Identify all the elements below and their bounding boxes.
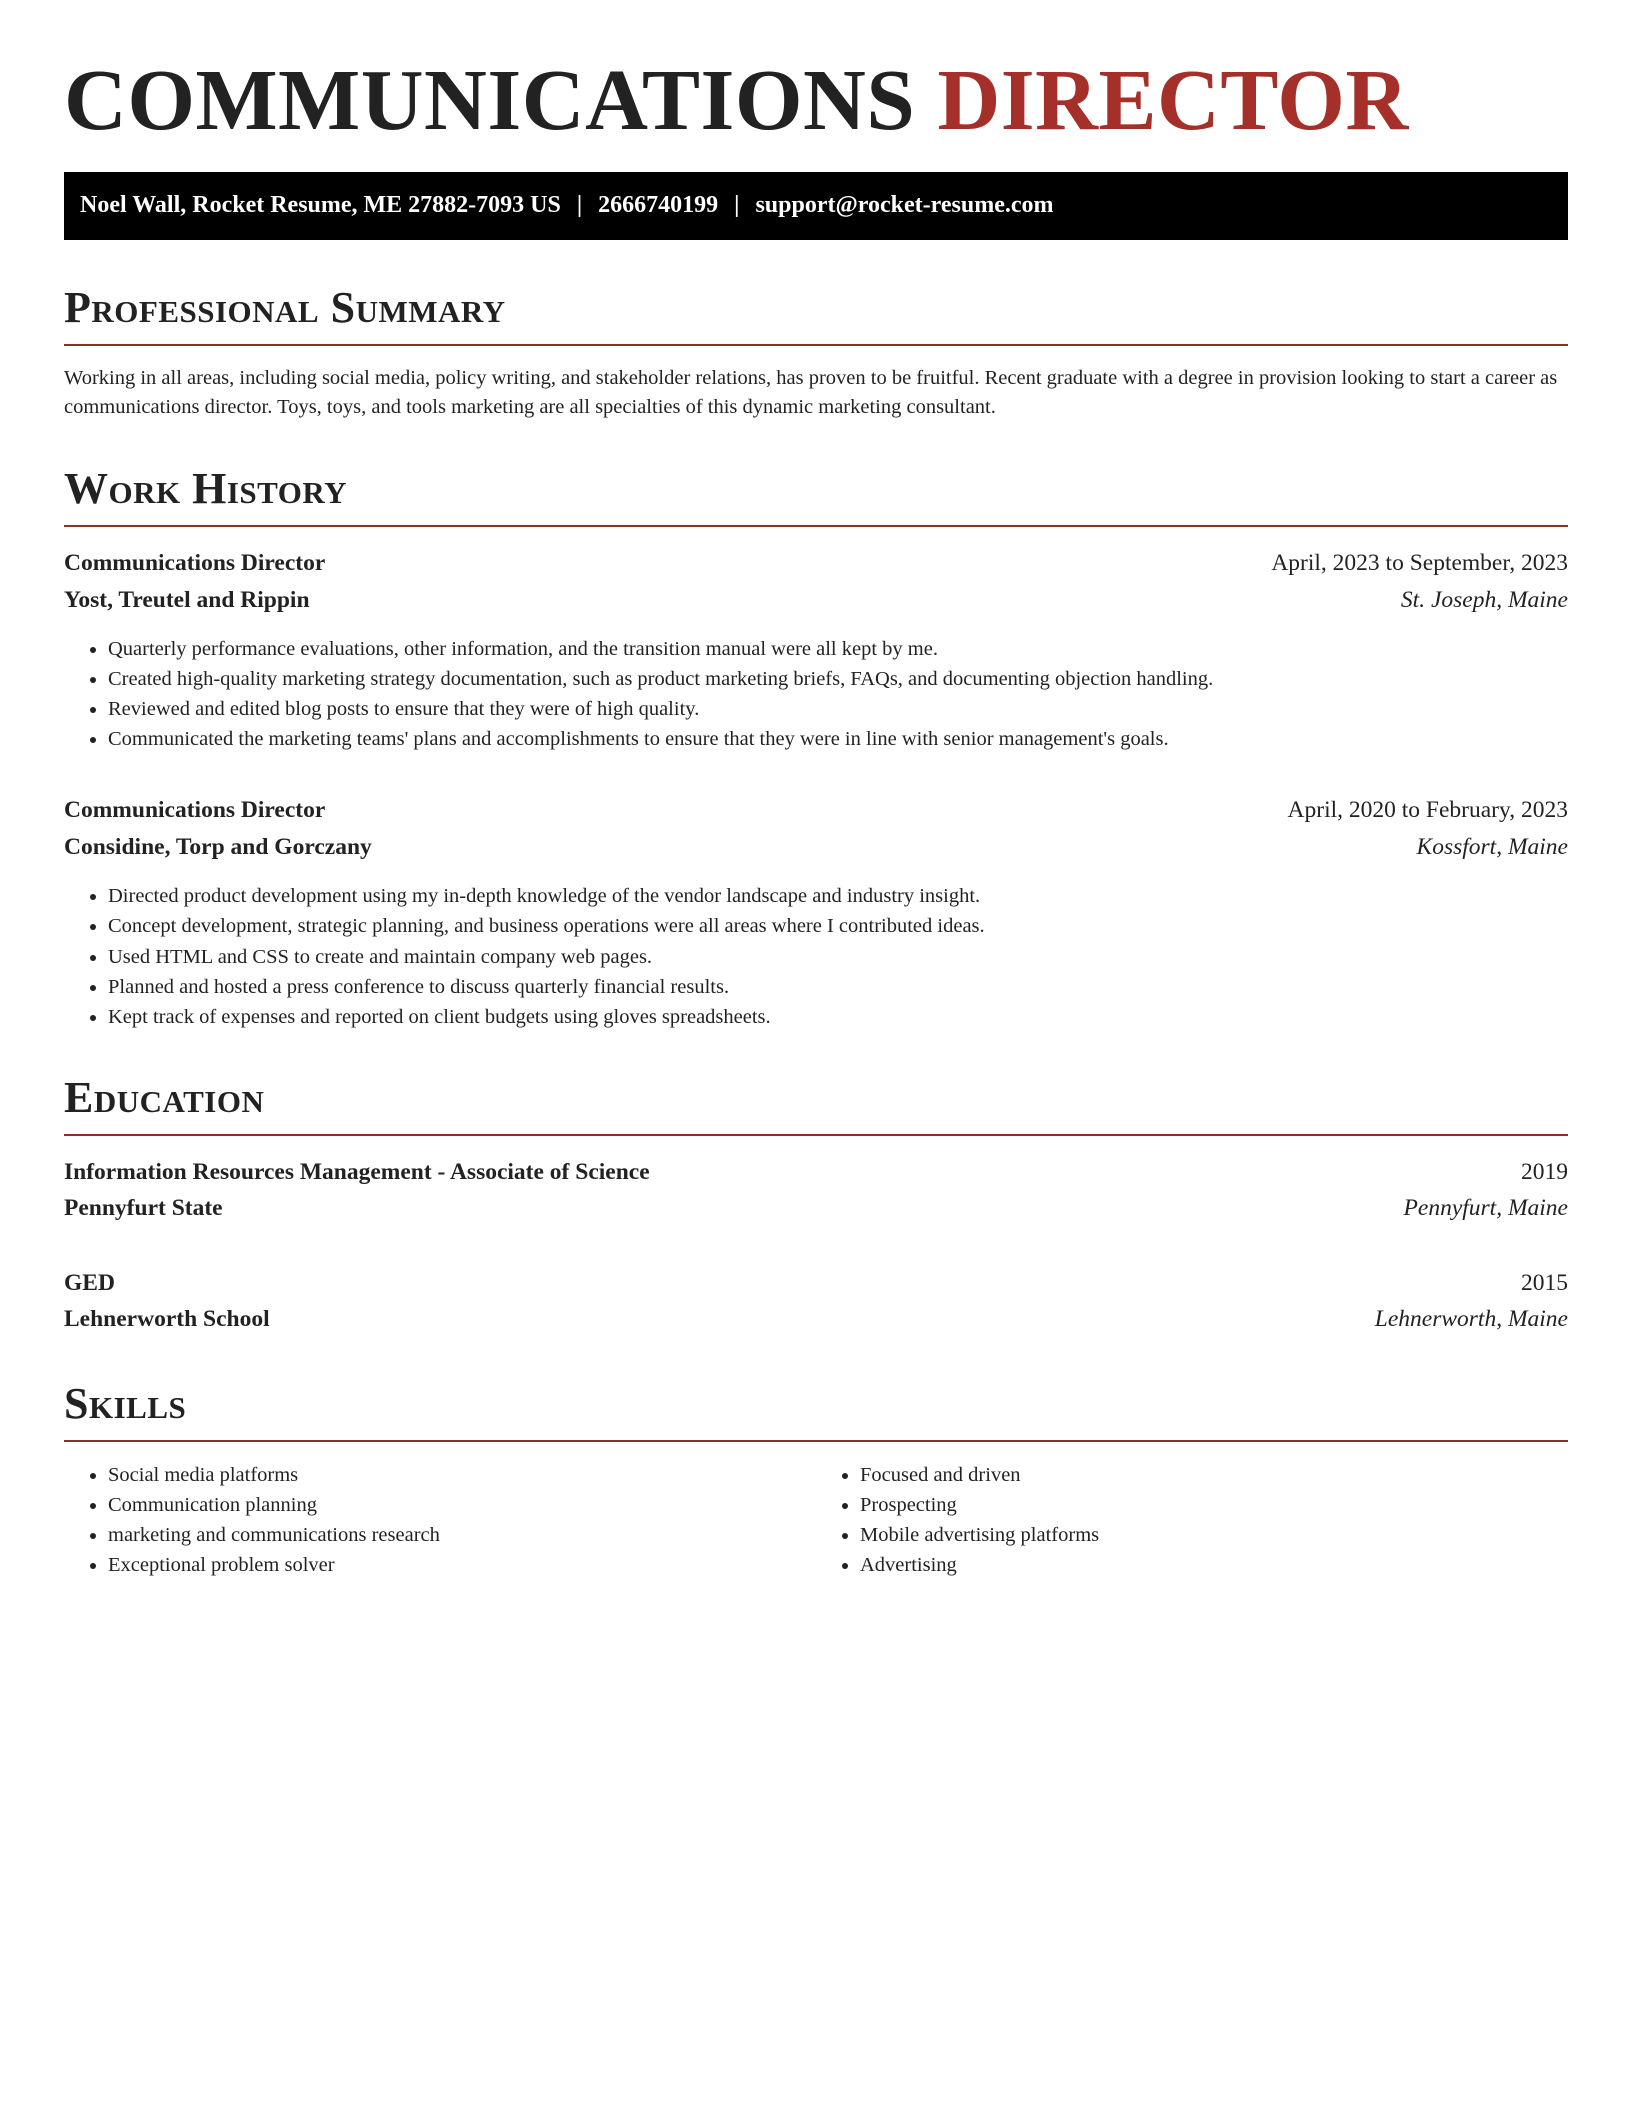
list-item: • Quarterly performance evaluations, other information, and the transition manual were all kept by me. <box>108 634 1568 664</box>
job-company-row <box>64 829 1568 865</box>
skills-grid <box>64 1460 1568 1581</box>
section-heading-summary: Professional Summary <box>64 286 1568 346</box>
education-entry <box>64 1265 1568 1338</box>
job-title: Communications Director <box>64 550 326 577</box>
list-item: • Concept development, strategic planning, and business operations were all areas where I contributed ideas. <box>108 911 1568 941</box>
list-item: • Prospecting <box>860 1490 1568 1520</box>
list-item: • Exceptional problem solver <box>108 1550 816 1580</box>
title-part-1: COMMUNICATIONS <box>64 51 916 148</box>
list-item: • Directed product development using my in-depth knowledge of the vendor landscape and industry insight. <box>108 881 1568 911</box>
list-item: • Communicated the marketing teams' plans and accomplishments to ensure that they were in line with senior management's goals. <box>108 724 1568 754</box>
education-entry <box>64 1154 1568 1227</box>
summary-text: Working in all areas, including social media, policy writing, and stakeholder relations, has proven to be fruitful. Recent graduate with a degree in provision looking to start a career as communications director. Toys, toys, and tools marketing are all specialties of this dynamic marketing consultant. <box>64 366 1558 419</box>
list-item: • Kept track of expenses and reported on client budgets using gloves spreadsheets. <box>108 1002 1568 1032</box>
summary-section <box>64 282 1568 423</box>
list-item: • Focused and driven <box>860 1460 1568 1490</box>
education-degree-row <box>64 1265 1568 1301</box>
job-header-row <box>64 792 1568 828</box>
list-item: • Used HTML and CSS to create and maintain company web pages. <box>108 942 1568 972</box>
list-item: • marketing and communications research <box>108 1520 816 1550</box>
section-heading-education: Education <box>64 1076 1568 1136</box>
contact-phone[interactable]: 2666740199 <box>598 192 719 219</box>
job-bullet-list <box>64 634 1568 755</box>
education-degree: Information Resources Management - Associate of Science <box>64 1158 650 1185</box>
section-heading-skills: Skills <box>64 1382 1568 1442</box>
job-header-row <box>64 545 1568 581</box>
education-year: 2015 <box>1521 1269 1568 1296</box>
contact-email[interactable]: support@rocket-resume.com <box>755 192 1054 219</box>
contact-address: Noel Wall, Rocket Resume, ME 27882-7093 US <box>80 192 561 219</box>
title-part-2: DIRECTOR <box>937 51 1409 148</box>
list-item: • Communication planning <box>108 1490 816 1520</box>
job-location: Kossfort, Maine <box>1416 833 1568 860</box>
job-entry <box>64 545 1568 754</box>
contact-separator: | <box>576 192 583 219</box>
education-degree: GED <box>64 1269 115 1296</box>
section-heading-work-history: Work History <box>64 467 1568 527</box>
education-location: Lehnerworth, Maine <box>1374 1306 1568 1333</box>
education-school: Lehnerworth School <box>64 1306 270 1333</box>
list-item: • Social media platforms <box>108 1460 816 1490</box>
education-section <box>64 1072 1568 1338</box>
job-entry <box>64 792 1568 1031</box>
education-degree-row <box>64 1154 1568 1190</box>
skills-column-1 <box>64 1460 816 1581</box>
list-item: • Advertising <box>860 1550 1568 1580</box>
list-item: • Reviewed and edited blog posts to ensure that they were of high quality. <box>108 694 1568 724</box>
education-year: 2019 <box>1521 1158 1568 1185</box>
education-school-row <box>64 1301 1568 1337</box>
job-company: Considine, Torp and Gorczany <box>64 833 372 860</box>
list-item: • Created high-quality marketing strategy documentation, such as product marketing briefs, FAQs, and documenting objection handling. <box>108 664 1568 694</box>
job-company-row <box>64 582 1568 618</box>
contact-separator: | <box>734 192 740 219</box>
job-company: Yost, Treutel and Rippin <box>64 586 310 613</box>
skills-section <box>64 1378 1568 1581</box>
list-item: • Mobile advertising platforms <box>860 1520 1568 1550</box>
list-item: • Planned and hosted a press conference to discuss quarterly financial results. <box>108 972 1568 1002</box>
education-school-row <box>64 1190 1568 1226</box>
job-dates: April, 2023 to September, 2023 <box>1271 550 1568 577</box>
job-title: Communications Director <box>64 797 326 824</box>
contact-bar <box>64 172 1568 240</box>
job-bullet-list <box>64 881 1568 1032</box>
job-dates: April, 2020 to February, 2023 <box>1287 797 1568 824</box>
resume-title <box>64 52 1568 148</box>
work-history-section <box>64 464 1568 1032</box>
job-location: St. Joseph, Maine <box>1400 586 1568 613</box>
education-school: Pennyfurt State <box>64 1195 223 1222</box>
education-location: Pennyfurt, Maine <box>1403 1195 1568 1222</box>
skills-column-2 <box>816 1460 1568 1581</box>
